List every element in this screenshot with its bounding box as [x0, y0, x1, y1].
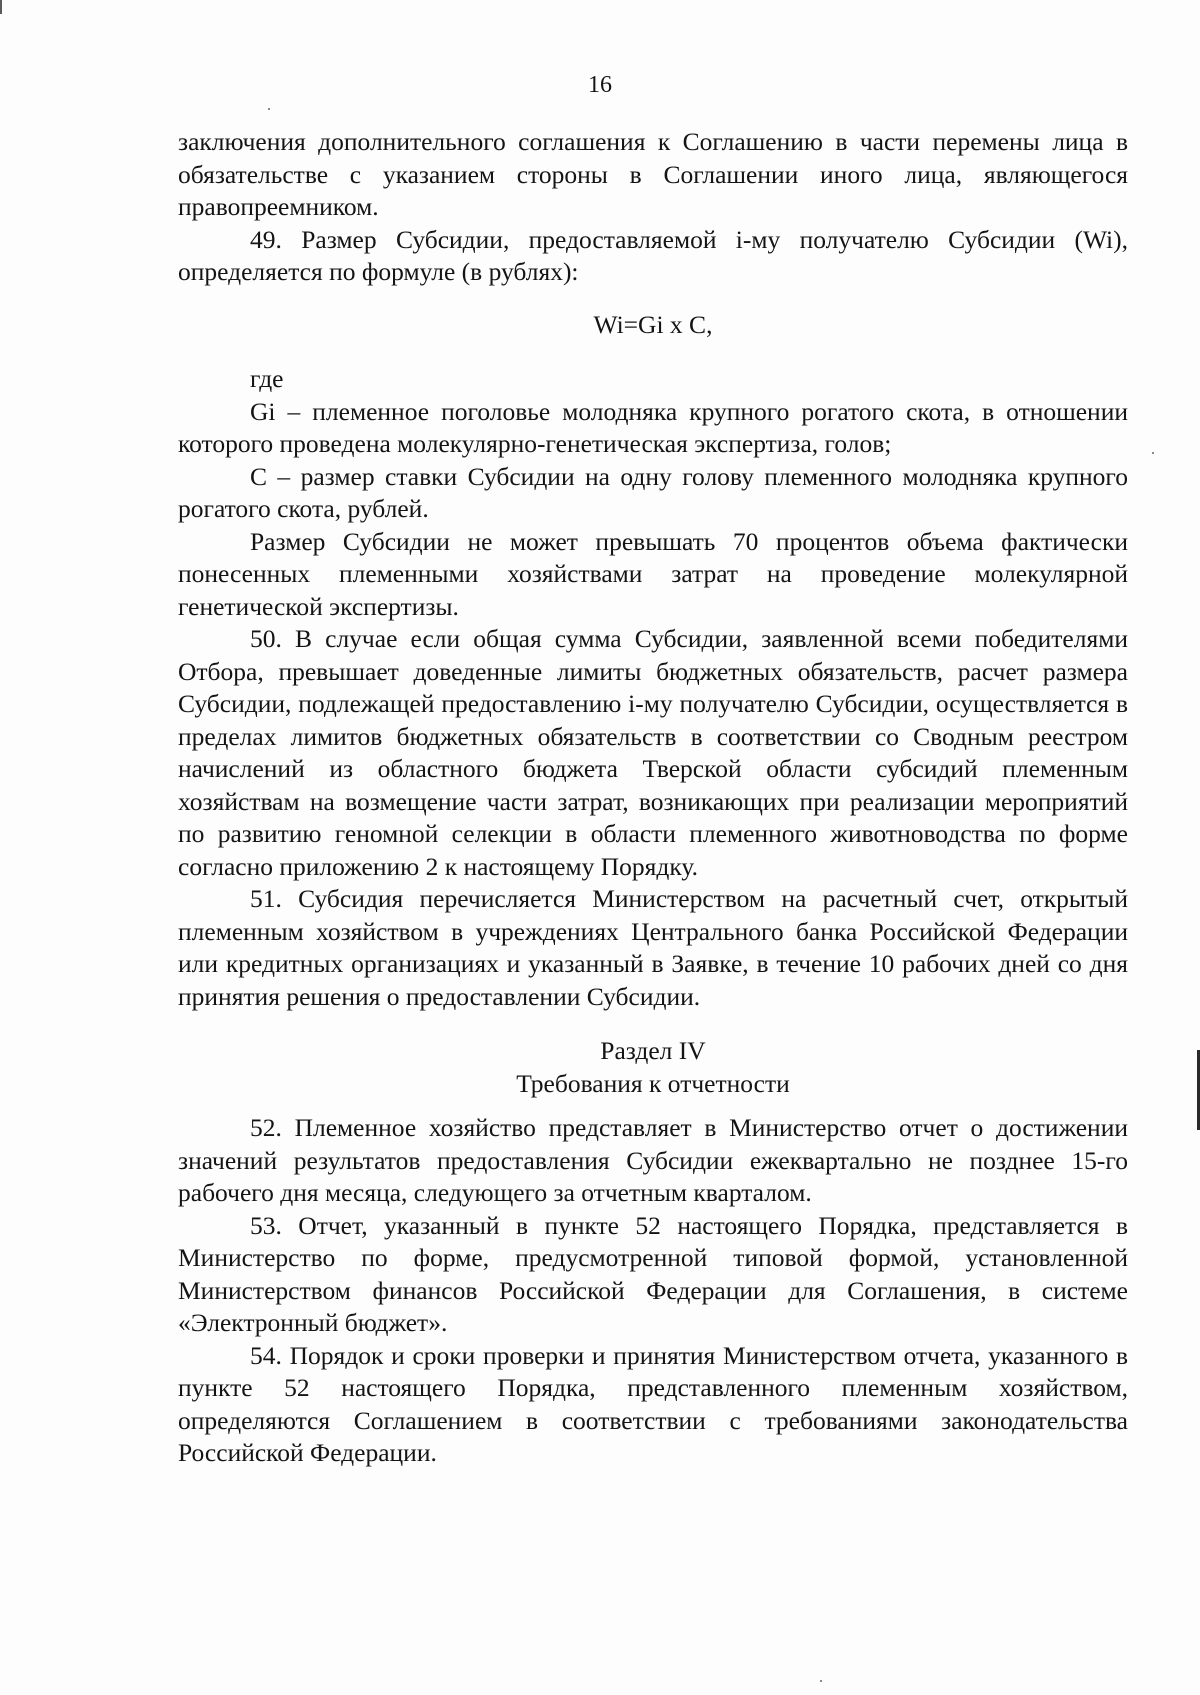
- scan-speck: [268, 108, 270, 110]
- paragraph: заключения дополнительного соглашения к Соглашению в части перемены лица в обязательстве с указанием стороны в Соглашении иного лица, являющегося правопреемником.: [178, 127, 1128, 221]
- scan-speck: [820, 1680, 822, 1682]
- where-label: где: [250, 364, 284, 393]
- document-body: [178, 126, 1128, 1470]
- formula: Wi=Gi x C,: [593, 309, 713, 339]
- scan-edge-mark: [0, 0, 2, 14]
- section-heading: [178, 1035, 1128, 1100]
- paragraph-52: 52. Племенное хозяйство представляет в Министерство отчет о достижении значений результатов предоставления Субсидии ежеквартально не позднее 15-го рабочего дня месяца, следующего за отчетным кварталом.: [178, 1113, 1128, 1207]
- paragraph-49: 49. Размер Субсидии, предоставляемой i-му получателю Субсидии (Wi), определяется по формуле (в рублях):: [178, 224, 1128, 286]
- definition-gi: Gi – племенное поголовье молодняка крупного рогатого скота, в отношении которого проведена молекулярно-генетическая экспертиза, голов;: [178, 396, 1128, 458]
- section-title: Требования к отчетности: [516, 1068, 790, 1098]
- definition-c: C – размер ставки Субсидии на одну голову племенного молодняка крупного рогатого скота, рублей.: [178, 461, 1128, 523]
- paragraph-53: 53. Отчет, указанный в пункте 52 настоящего Порядка, представляется в Министерство по форме, предусмотренной типовой формой, установленной Министерством финансов Российской Федерации для Соглашения, в системе «Электронный бюджет».: [178, 1210, 1128, 1337]
- scan-speck: [1152, 452, 1154, 454]
- section-number: Раздел IV: [600, 1036, 706, 1065]
- paragraph-50: 50. В случае если общая сумма Субсидии, заявленной всеми победителями Отбора, превышает доведенные лимиты бюджетных обязательств, расчет размера Субсидии, подлежащей предоставлению i-му получателю Субсидии, осуществляется в пределах лимитов бюджетных обязательств в соответствии со Сводным реестром начислений из областного бюджета Тверской области субсидий племенным хозяйствам на возмещение части затрат, возникающих при реализации мероприятий по развитию геномной селекции в области племенного животноводства по форме согласно приложению 2 к настоящему Порядку.: [178, 624, 1128, 881]
- page-number: 16: [588, 72, 612, 98]
- paragraph-limit: Размер Субсидии не может превышать 70 процентов объема фактически понесенных племенными хозяйствами затрат на проведение молекулярной генетической экспертизы.: [178, 526, 1128, 621]
- paragraph-54: 54. Порядок и сроки проверки и принятия Министерством отчета, указанного в пункте 52 настоящего Порядка, представленного племенным хозяйством, определяются Соглашением в соответствии с требованиями законодательства Российской Федерации.: [178, 1340, 1128, 1467]
- paragraph-51: 51. Субсидия перечисляется Министерством на расчетный счет, открытый племенным хозяйством в учреждениях Центрального банка Российской Федерации или кредитных организациях и указанный в Заявке, в течение 10 рабочих дней со дня принятия решения о предоставлении Субсидии.: [178, 884, 1128, 1011]
